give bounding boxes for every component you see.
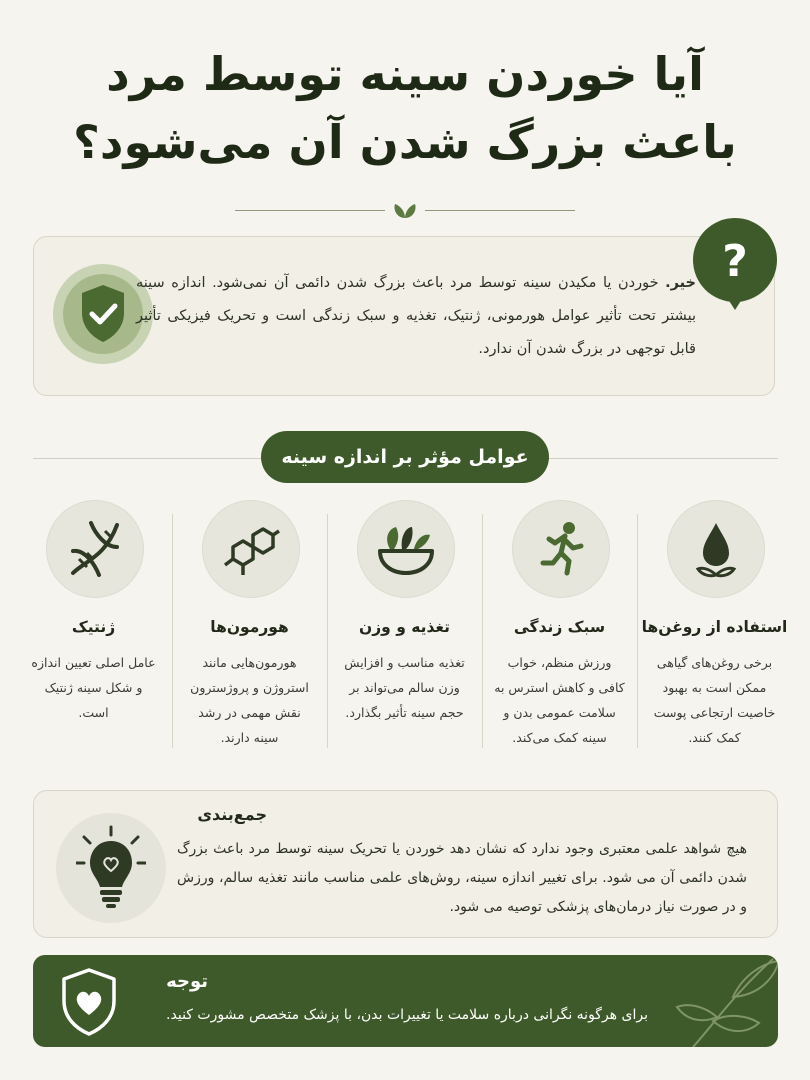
answer-text bbox=[136, 267, 696, 366]
factor-title: تغذیه و وزن bbox=[359, 618, 450, 636]
shield-heart-icon bbox=[59, 967, 119, 1037]
factor-nutrition bbox=[327, 500, 482, 758]
factor-genetics bbox=[16, 500, 171, 758]
factor-oils bbox=[637, 500, 792, 758]
title-divider bbox=[235, 200, 575, 220]
factor-separator bbox=[637, 514, 638, 748]
factor-separator bbox=[327, 514, 328, 748]
factor-hormones bbox=[172, 500, 327, 758]
factors-row bbox=[16, 500, 794, 760]
runner-icon bbox=[531, 519, 591, 579]
note-title: توجه bbox=[166, 971, 208, 992]
title-line-1: آیا خوردن سینه توسط مرد bbox=[106, 47, 704, 101]
note-text: برای هرگونه نگرانی درباره سلامت یا تغییرات بدن، با پزشک متخصص مشورت کنید. bbox=[166, 1007, 648, 1023]
oil-drop-icon bbox=[686, 519, 746, 579]
factor-title: هورمون‌ها bbox=[210, 618, 289, 636]
answer-body: خوردن یا مکیدن سینه توسط مرد باعث بزرگ شدن دائمی آن نمی‌شود. اندازه سینه بیشتر تحت تأثیر عوامل هورمونی، ژنتیک، تغذیه و سبک زندگی است و تحریک فیزیکی تأثیر قابل توجهی در بزرگ شدن آن ندارد. bbox=[136, 275, 696, 357]
summary-text: هیچ شواهد علمی معتبری وجود ندارد که نشان دهد خوردن یا تحریک سینه توسط مرد باعث بزرگ شدن دائمی آن می شود. برای تغییر اندازه سینه، روش‌های علمی مناسب مانند تغذیه سالم، ورزش و در صورت نیاز درمان‌های پزشکی توصیه می شود. bbox=[177, 841, 747, 915]
factor-desc: برخی روغن‌های گیاهی ممکن است به بهبود خاصیت ارتجاعی پوست کمک کنند. bbox=[653, 655, 776, 745]
factor-desc: هورمون‌هایی مانند استروژن و پروژسترون نقش مهمی در رشد سینه دارند. bbox=[190, 655, 309, 745]
factor-title: سبک زندگی bbox=[513, 618, 606, 636]
factor-desc: ورزش منظم، خواب کافی و کاهش استرس به سلامت عمومی بدن و سینه کمک می‌کند. bbox=[494, 655, 625, 745]
factor-title: ژنتیک bbox=[71, 618, 116, 636]
lightbulb-icon bbox=[76, 825, 146, 911]
summary-card bbox=[33, 790, 778, 938]
title-line-2: باعث بزرگ شدن آن می‌شود؟ bbox=[73, 115, 737, 169]
section-title: عوامل مؤثر بر اندازه سینه bbox=[261, 431, 549, 483]
dna-icon bbox=[65, 519, 125, 579]
molecule-icon bbox=[221, 519, 281, 579]
factor-title: استفاده از روغن‌ها bbox=[641, 618, 788, 636]
factor-separator bbox=[172, 514, 173, 748]
answer-card bbox=[33, 236, 775, 396]
answer-lead: خیر. bbox=[665, 275, 697, 291]
factor-lifestyle bbox=[482, 500, 637, 758]
note-card bbox=[33, 955, 778, 1047]
salad-bowl-icon bbox=[376, 519, 436, 579]
svg-text:?: ? bbox=[722, 236, 748, 287]
question-bubble-icon bbox=[690, 218, 780, 310]
factor-separator bbox=[482, 514, 483, 748]
factor-desc: تغذیه مناسب و افزایش وزن سالم می‌تواند بر حجم سینه تأثیر بگذارد. bbox=[344, 655, 465, 720]
factor-desc: عامل اصلی تعیین اندازه و شکل سینه ژنتیک است. bbox=[31, 655, 156, 720]
leaf-branch-icon bbox=[673, 955, 778, 1047]
summary-title: جمع‌بندی bbox=[197, 805, 267, 824]
page-title bbox=[0, 40, 810, 176]
leaves-icon bbox=[387, 200, 423, 220]
